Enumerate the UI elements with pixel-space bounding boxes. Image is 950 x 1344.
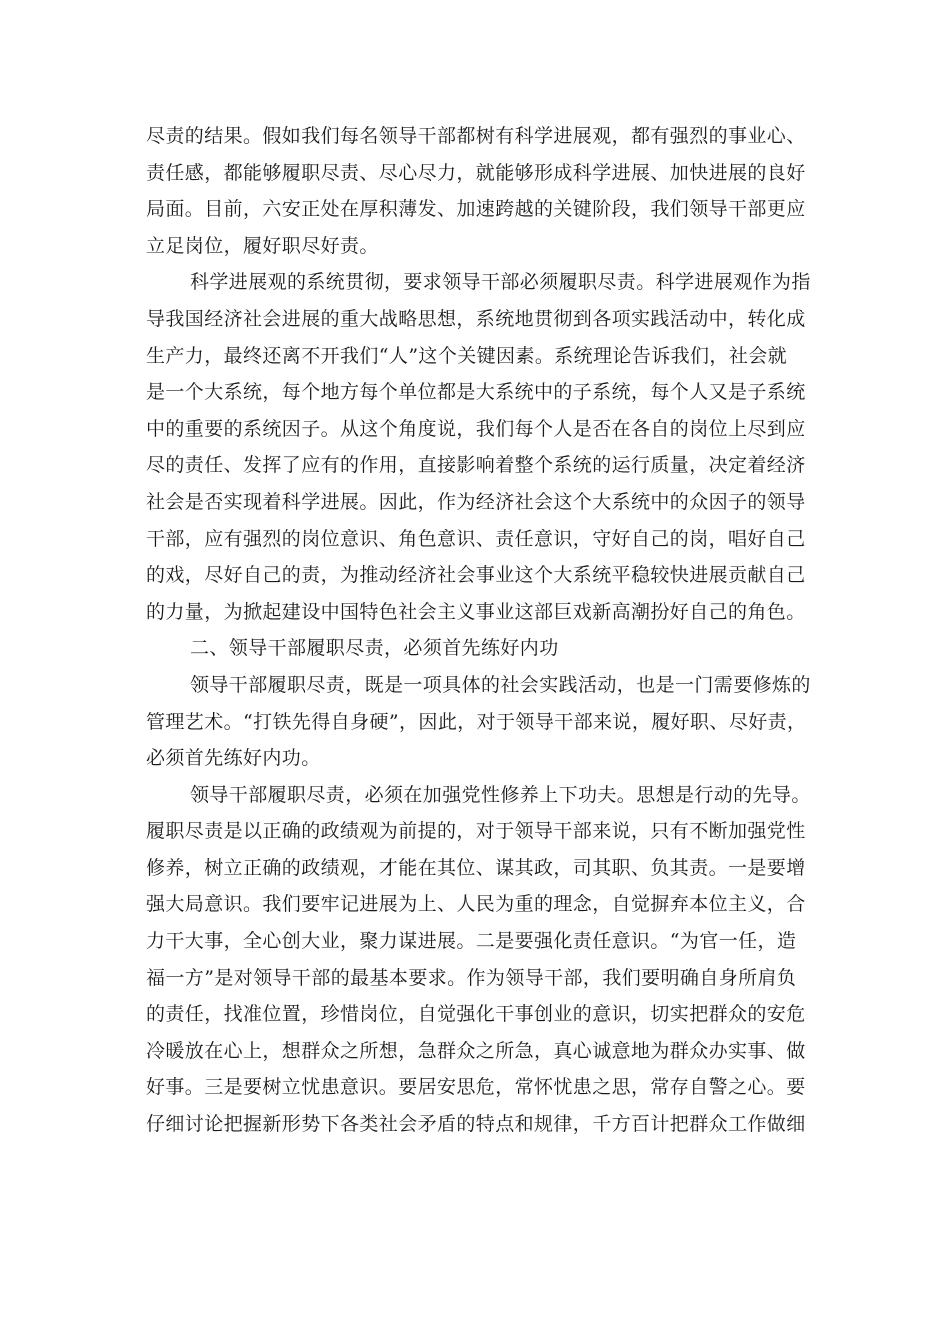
text-line: 尽的责任、发挥了应有的作用，直接影响着整个系统的运行质量，决定着经济 [146, 454, 806, 477]
text-line: 领导干部履职尽责，既是一项具体的社会实践活动，也是一门需要修炼的 [190, 673, 811, 696]
text-line: 福一方”是对领导干部的最基本要求。作为领导干部，我们要明确自身所肩负 [146, 966, 797, 989]
text-line: 冷暖放在心上，想群众之所想，急群众之所急，真心诚意地为群众办实事、做 [146, 1039, 806, 1062]
text-line: 履职尽责是以正确的政绩观为前提的，对于领导干部来说，只有不断加强党性 [146, 820, 806, 843]
text-line: 的戏，尽好自己的责，为推动经济社会事业这个大系统平稳较快进展贡献自己 [146, 564, 806, 587]
text-line: 的责任，找准位置，珍惜岗位，自觉强化干事创业的意识，切实把群众的安危 [146, 1003, 806, 1026]
text-line: 好事。三是要树立忧患意识。要居安思危，常怀忧患之思，常存自警之心。要 [146, 1076, 806, 1099]
text-line: 力干大事，全心创大业，聚力谋进展。二是要强化责任意识。“为官一任，造 [146, 930, 797, 953]
text-line: 的力量，为掀起建设中国特色社会主义事业这部巨戏新高潮扮好自己的角色。 [146, 600, 806, 623]
text-line: 尽责的结果。假如我们每名领导干部都树有科学进展观，都有强烈的事业心、 [146, 125, 806, 147]
text-line: 局面。目前，六安正处在厚积薄发、加速跨越的关键阶段，我们领导干部更应 [146, 198, 806, 221]
text-line: 领导干部履职尽责，必须在加强党性修养上下功夫。思想是行动的先导。 [190, 783, 811, 806]
text-line: 仔细讨论把握新形势下各类社会矛盾的特点和规律，千方百计把群众工作做细 [146, 1113, 806, 1136]
text-line: 责任感，都能够履职尽责、尽心尽力，就能够形成科学进展、加快进展的良好 [146, 161, 806, 184]
text-line: 导我国经济社会进展的重大战略思想，系统地贯彻到各项实践活动中，转化成 [146, 307, 806, 330]
text-line: 是一个大系统，每个地方每个单位都是大系统中的子系统，每个人又是子系统 [146, 381, 806, 404]
text-line: 二、领导干部履职尽责，必须首先练好内功 [190, 637, 559, 660]
text-line: 干部，应有强烈的岗位意识、角色意识、责任意识，守好自己的岗，唱好自己 [146, 527, 806, 550]
text-line: 科学进展观的系统贯彻，要求领导干部必须履职尽责。科学进展观作为指 [190, 271, 811, 294]
text-line: 强大局意识。我们要牢记进展为上、人民为重的理念，自觉摒弃本位主义，合 [146, 893, 806, 916]
text-line: 中的重要的系统因子。从这个角度说，我们每个人是否在各自的岗位上尽到应 [146, 417, 806, 440]
text-line: 必须首先练好内功。 [146, 747, 321, 770]
text-line: 生产力，最终还离不开我们“人”这个关键因素。系统理论告诉我们，社会就 [146, 344, 788, 367]
text-line: 社会是否实现着科学进展。因此，作为经济社会这个大系统中的众因子的领导 [146, 490, 806, 513]
text-line: 管理艺术。“打铁先得自身硬”，因此，对于领导干部来说，履好职、尽好责， [146, 710, 807, 733]
text-line: 立足岗位，履好职尽好责。 [146, 234, 379, 257]
text-line: 修养，树立正确的政绩观，才能在其位、谋其政，司其职、负其责。一是要增 [146, 856, 806, 879]
document-body [146, 118, 811, 1143]
